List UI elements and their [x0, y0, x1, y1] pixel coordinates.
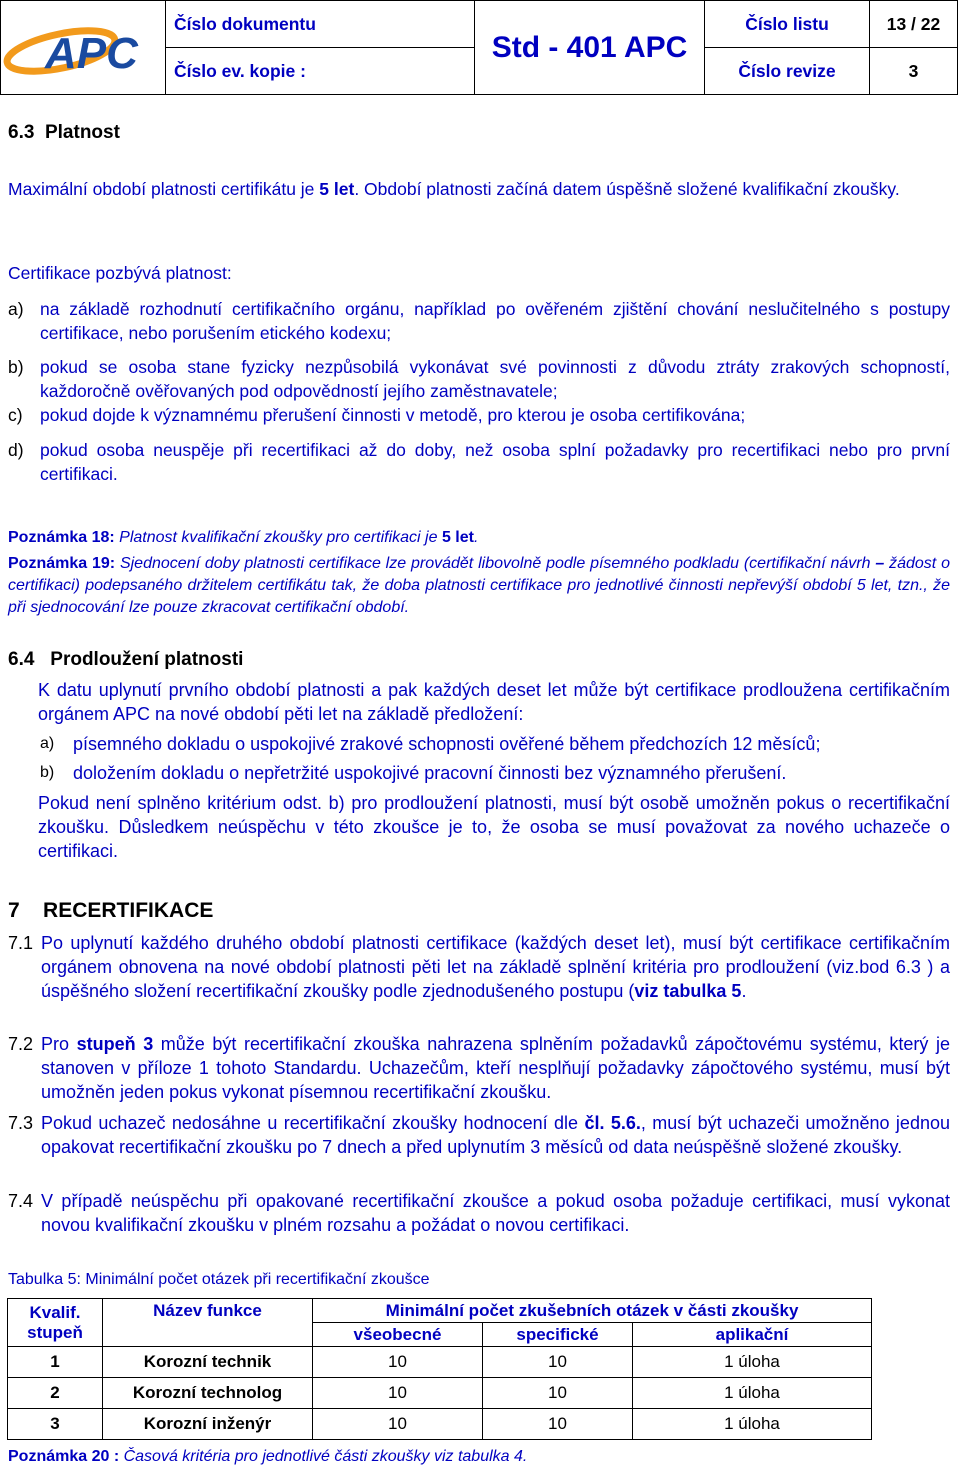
paragraph-loses-validity: Certifikace pozbývá platnost: [8, 263, 232, 283]
list-item: d) pokud osoba neuspěje při recertifikaci až do doby, než osoba splní požadavky pro recertifikaci nebo pro první certifikaci. [8, 440, 950, 484]
list-item: b) doložením dokladu o nepřetržité uspokojivé pracovní činnosti bez významného přerušení. [40, 763, 787, 783]
logo-text: APC [45, 28, 138, 78]
list-item: b) pokud se osoba stane fyzicky nezpůsobilá vykonávat své povinnosti z důvodu ztráty zrakových schopností, každoročně ověřovaných pod odpovědností jejího zaměstnavatele; [8, 357, 950, 401]
paragraph-7-2: 7.2 Pro stupeň 3 může být recertifikační zkouška nahrazena splněním požadavků zápočtovému systému, který je stanoven v příloze 1 tohoto Standardu. Uchazečům, kteří nesplňují požadavky zápočtového systému, musí být umožněn jeden pokus vykonat písemnou recertifikační zkoušku. [8, 1034, 951, 1102]
col-header-level: Kvalif. stupeň [8, 1299, 103, 1347]
section-number: 7 [8, 899, 20, 922]
paragraph-7-3: 7.3 Pokud uchazeč nedosáhne u recertifikační zkoušky hodnocení dle čl. 5.6., musí být uchazeči umožněno jednou opakovat recertifikační zkoušku po 7 dnech a před uplynutím 3 měsíců od data neúspěšně složené zkoušky. [8, 1113, 950, 1157]
revision-value: 3 [870, 48, 958, 95]
paragraph-7-1: 7.1 Po uplynutí každého druhého období platnosti certifikace (každých deset let), musí být certifikace certifikačním orgánem obnovena na nové období platnosti pěti let na základě splnění kritéria pro prodloužení (viz.bod 6.3 ) a úspěšného složení recertifikační zkoušky podle zjednodušeného postupu (viz tabulka 5. [8, 933, 950, 1001]
section-title: Platnost [44, 122, 120, 143]
section-number: 6.3 [8, 122, 35, 143]
table-5 [7, 1298, 872, 1440]
note-18: Poznámka 18: Platnost kvalifikační zkoušky pro certifikaci je 5 let. [8, 529, 479, 546]
apc-logo-icon [3, 13, 163, 83]
list-item: a) písemného dokladu o uspokojivé zrakové schopnosti ověřené během předchozích 12 měsíců; [40, 734, 821, 754]
sheet-value: 13 / 22 [870, 1, 958, 48]
section-6-4-heading [8, 648, 950, 672]
list-item: a) na základě rozhodnutí certifikačního orgánu, například po ověřeném zjištění chování neslučitelného s postupy certifikace, nebo porušením etického kodexu; [8, 299, 950, 343]
section-7-heading [8, 899, 950, 923]
doc-id: Std - 401 APC [475, 1, 705, 95]
table-caption: Tabulka 5: Minimální počet otázek při recertifikační zkoušce [8, 1271, 430, 1288]
note-20: Poznámka 20 : Časová kritéria pro jednotlivé části zkoušky viz tabulka 4. [8, 1448, 528, 1465]
table-row: 3 Korozní inženýr 10 10 1 úloha [8, 1409, 872, 1440]
list-item: c) pokud dojde k významnému přerušení činnosti v metodě, pro kterou je osoba certifikována; [8, 405, 746, 425]
copy-label: Číslo ev. kopie : [166, 48, 475, 95]
logo-cell [1, 1, 166, 95]
col-header-applied: aplikační [633, 1323, 872, 1347]
doc-number-label: Číslo dokumentu [166, 1, 475, 48]
col-header-min: Minimální počet zkušebních otázek v části zkoušky [313, 1299, 872, 1323]
paragraph-extension: K datu uplynutí prvního období platnosti a pak každých deset let může být certifikace prodloužena certifikačním orgánem APC na nové období pěti let na základě předložení: [38, 680, 950, 724]
section-title: RECERTIFIKACE [43, 899, 214, 922]
revision-label: Číslo revize [705, 48, 870, 95]
section-number: 6.4 [8, 649, 35, 670]
table-row: 1 Korozní technik 10 10 1 úloha [8, 1347, 872, 1378]
document-header [0, 0, 958, 95]
section-title: Prodloužení platnosti [50, 649, 244, 670]
apc-logo [3, 13, 163, 83]
paragraph-not-met: Pokud není splněno kritérium odst. b) pro prodloužení platnosti, musí být osobě umožněn pokus o recertifikační zkoušku. Důsledkem neúspěchu v této zkoušce je to, že osoba se musí považovat za nového uchazeče o certifikaci. [38, 793, 950, 861]
paragraph-validity: Maximální období platnosti certifikátu je 5 let. Období platnosti začíná datem úspěšně složené kvalifikační zkoušky. [8, 179, 900, 199]
sheet-label: Číslo listu [705, 1, 870, 48]
table-row: 2 Korozní technolog 10 10 1 úloha [8, 1378, 872, 1409]
section-6-3-heading [8, 121, 950, 145]
col-header-specific: specifické [483, 1323, 633, 1347]
col-header-function: Název funkce [103, 1299, 313, 1347]
col-header-general: všeobecné [313, 1323, 483, 1347]
paragraph-7-4: 7.4 V případě neúspěchu při opakované recertifikační zkoušce a pokud osoba požaduje certifikaci, musí vykonat novou kvalifikační zkoušku v plném rozsahu a požádat o novou certifikaci. [8, 1191, 950, 1235]
note-19: Poznámka 19: Sjednocení doby platnosti certifikace lze provádět libovolně podle písemného podkladu (certifikační návrh – žádost o certifikaci) podepsaného držitelem certifikátu tak, že doba platnosti certifikace pro jednotlivé činnosti nepřevýší období 5 let, tzn., že při sjednocování lze pouze zkracovat certifikační období. [8, 555, 950, 616]
